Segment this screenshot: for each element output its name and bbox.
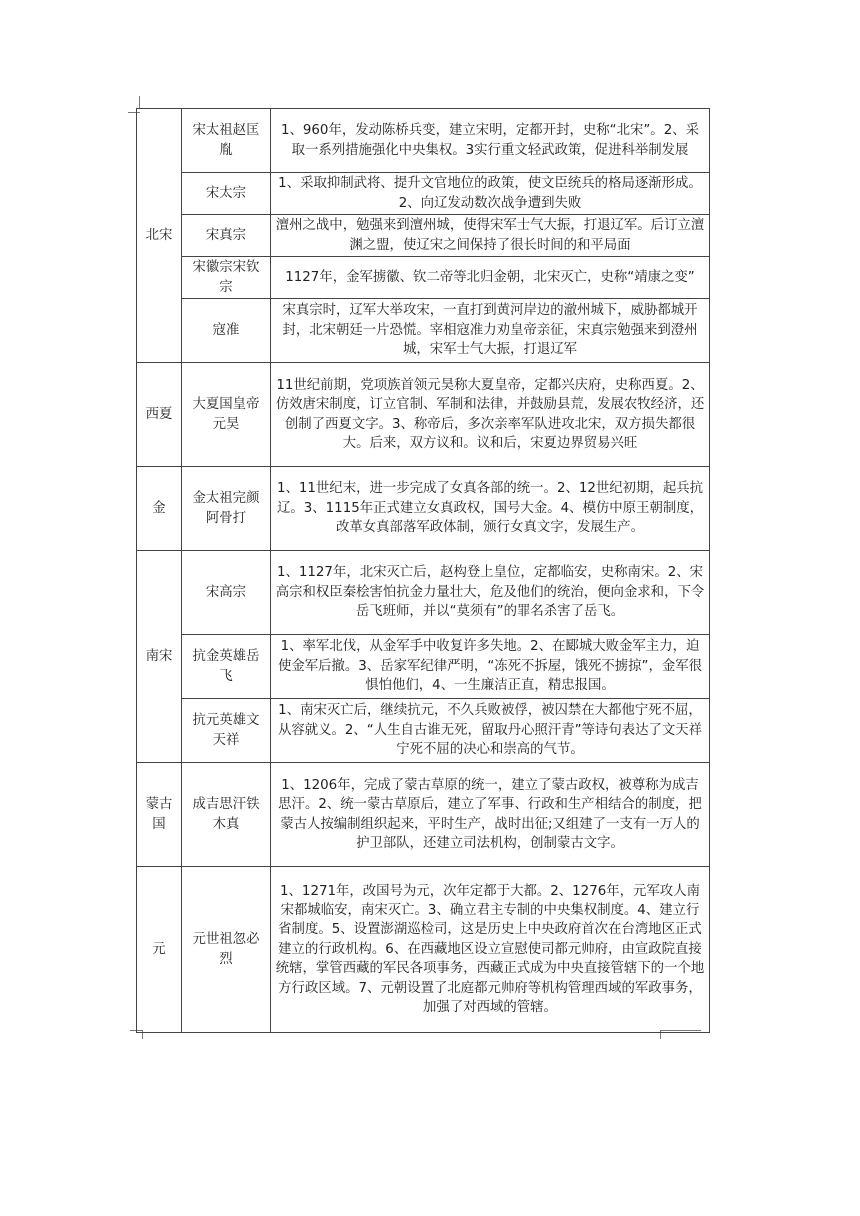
figure-cell: 宋真宗: [182, 215, 271, 257]
table-row: [137, 215, 710, 257]
figure-cell: 抗金英雄岳飞: [182, 635, 271, 699]
description-cell: 1、11世纪末，进一步完成了女真各部的统一。2、12世纪初期，起兵抗辽。3、1115年正式建立女真政权，国号大金。4、模仿中原王朝制度，改革女真部落军政体制，颁行女真文字，发展生产。: [271, 467, 710, 551]
description-cell: 11世纪前期，党项族首领元昊称大夏皇帝，定都兴庆府，史称西夏。2、仿效唐宋制度，订立官制、军制和法律，并鼓励县荒，发展农牧经济，还创制了西夏文字。3、称帝后，多次亲率军队进攻北宋，双方损失都很大。后来，双方议和。议和后，宋夏边界贸易兴旺: [271, 363, 710, 467]
description-cell: 1、采取抑制武将、提升文官地位的政策，使文臣统兵的格局逐渐形成。2、向辽发动数次战争遭到失败: [271, 173, 710, 215]
description-cell: 澶州之战中，勉强来到澶州城，使得宋军士气大振，打退辽军。后订立澶渊之盟，使辽宋之间保持了很长时间的和平局面: [271, 215, 710, 257]
dynasty-cell: 西夏: [137, 363, 182, 467]
description-cell: 1127年，金军掳徽、钦二帝等北归金朝，北宋灭亡，史称“靖康之变”: [271, 257, 710, 299]
figure-cell: 金太祖完颜阿骨打: [182, 467, 271, 551]
table-row: [137, 467, 710, 551]
description-cell: 1、1206年，完成了蒙古草原的统一，建立了蒙古政权，被尊称为成吉思汗。2、统一蒙古草原后，建立了军事、行政和生产相结合的制度，把蒙古人按编制组织起来，平时生产，战时出征;又组建了一支有一万人的护卫部队，还建立司法机构，创制蒙古文字。: [271, 763, 710, 867]
table-row: [137, 763, 710, 867]
history-table: [136, 108, 710, 1033]
description-cell: 1、1271年，改国号为元，次年定都于大都。2、1276年，元军攻人南宋都城临安，南宋灭亡。3、确立君主专制的中央集权制度。4、建立行省制度。5、设置澎湖巡检司，这是历史上中央政府首次在台湾地区正式建立的行政机构。6、在西藏地区设立宣慰使司都元帅府，由宣政院直接统辖，掌管西藏的军民各项事务，西藏正式成为中央直接管辖下的一个地方行政区域。7、元朝设置了北庭都元帅府等机构管理西域的军政事务，加强了对西域的管辖。: [271, 867, 710, 1033]
table-row: [137, 363, 710, 467]
dynasty-cell: 北宋: [137, 109, 182, 363]
table-row: [137, 551, 710, 635]
dynasty-cell: 南宋: [137, 551, 182, 763]
description-cell: 宋真宗时，辽军大举攻宋，一直打到黄河岸边的澈州城下，威胁都城开封，北宋朝廷一片恐慌。宰相寇准力劝皇帝亲征，宋真宗勉强来到澄州城，宋军士气大振，打退辽军: [271, 299, 710, 363]
table-row: [137, 109, 710, 173]
crop-mark-top-left-vertical: [139, 96, 140, 108]
table-row: [137, 867, 710, 1033]
dynasty-cell: 蒙古国: [137, 763, 182, 867]
table-row: [137, 257, 710, 299]
figure-cell: 大夏国皇帝元昊: [182, 363, 271, 467]
figure-cell: 抗元英雄文天祥: [182, 699, 271, 763]
description-cell: 1、1127年，北宋灭亡后，赵构登上皇位，定都临安，史称南宋。2、宋高宗和权臣秦桧害怕抗金力量壮大，危及他们的统治，便向金求和，下令岳飞班师，并以“莫须有”的罪名杀害了岳飞。: [271, 551, 710, 635]
figure-cell: 宋高宗: [182, 551, 271, 635]
description-cell: 1、率军北伐，从金军手中收复许多失地。2、在郾城大败金军主力，迫使金军后撤。3、岳家军纪律严明，“冻死不拆屋，饿死不掳掠”，金军很惧怕他们，4、一生廉洁正直，精忠报国。: [271, 635, 710, 699]
table-row: [137, 699, 710, 763]
figure-cell: 元世祖忽必烈: [182, 867, 271, 1033]
table-row: [137, 635, 710, 699]
table-row: [137, 173, 710, 215]
figure-cell: 宋太祖赵匡胤: [182, 109, 271, 173]
description-cell: 1、南宋灭亡后，继续抗元，不久兵败被俘，被囚禁在大都他宁死不屈，从容就义。2、“人生自古谁无死，留取丹心照汗青”等诗句表达了文天祥宁死不屈的决心和崇高的气节。: [271, 699, 710, 763]
description-cell: 1、960年，发动陈桥兵变，建立宋明，定都开封，史称“北宋”。2、采取一系列措施强化中央集权。3实行重文轻武政策，促进科举制发展: [271, 109, 710, 173]
figure-cell: 寇准: [182, 299, 271, 363]
dynasty-cell: 金: [137, 467, 182, 551]
dynasty-cell: 元: [137, 867, 182, 1033]
figure-cell: 宋太宗: [182, 173, 271, 215]
table-row: [137, 299, 710, 363]
figure-cell: 成吉思汗铁木真: [182, 763, 271, 867]
figure-cell: 宋徽宗宋钦宗: [182, 257, 271, 299]
